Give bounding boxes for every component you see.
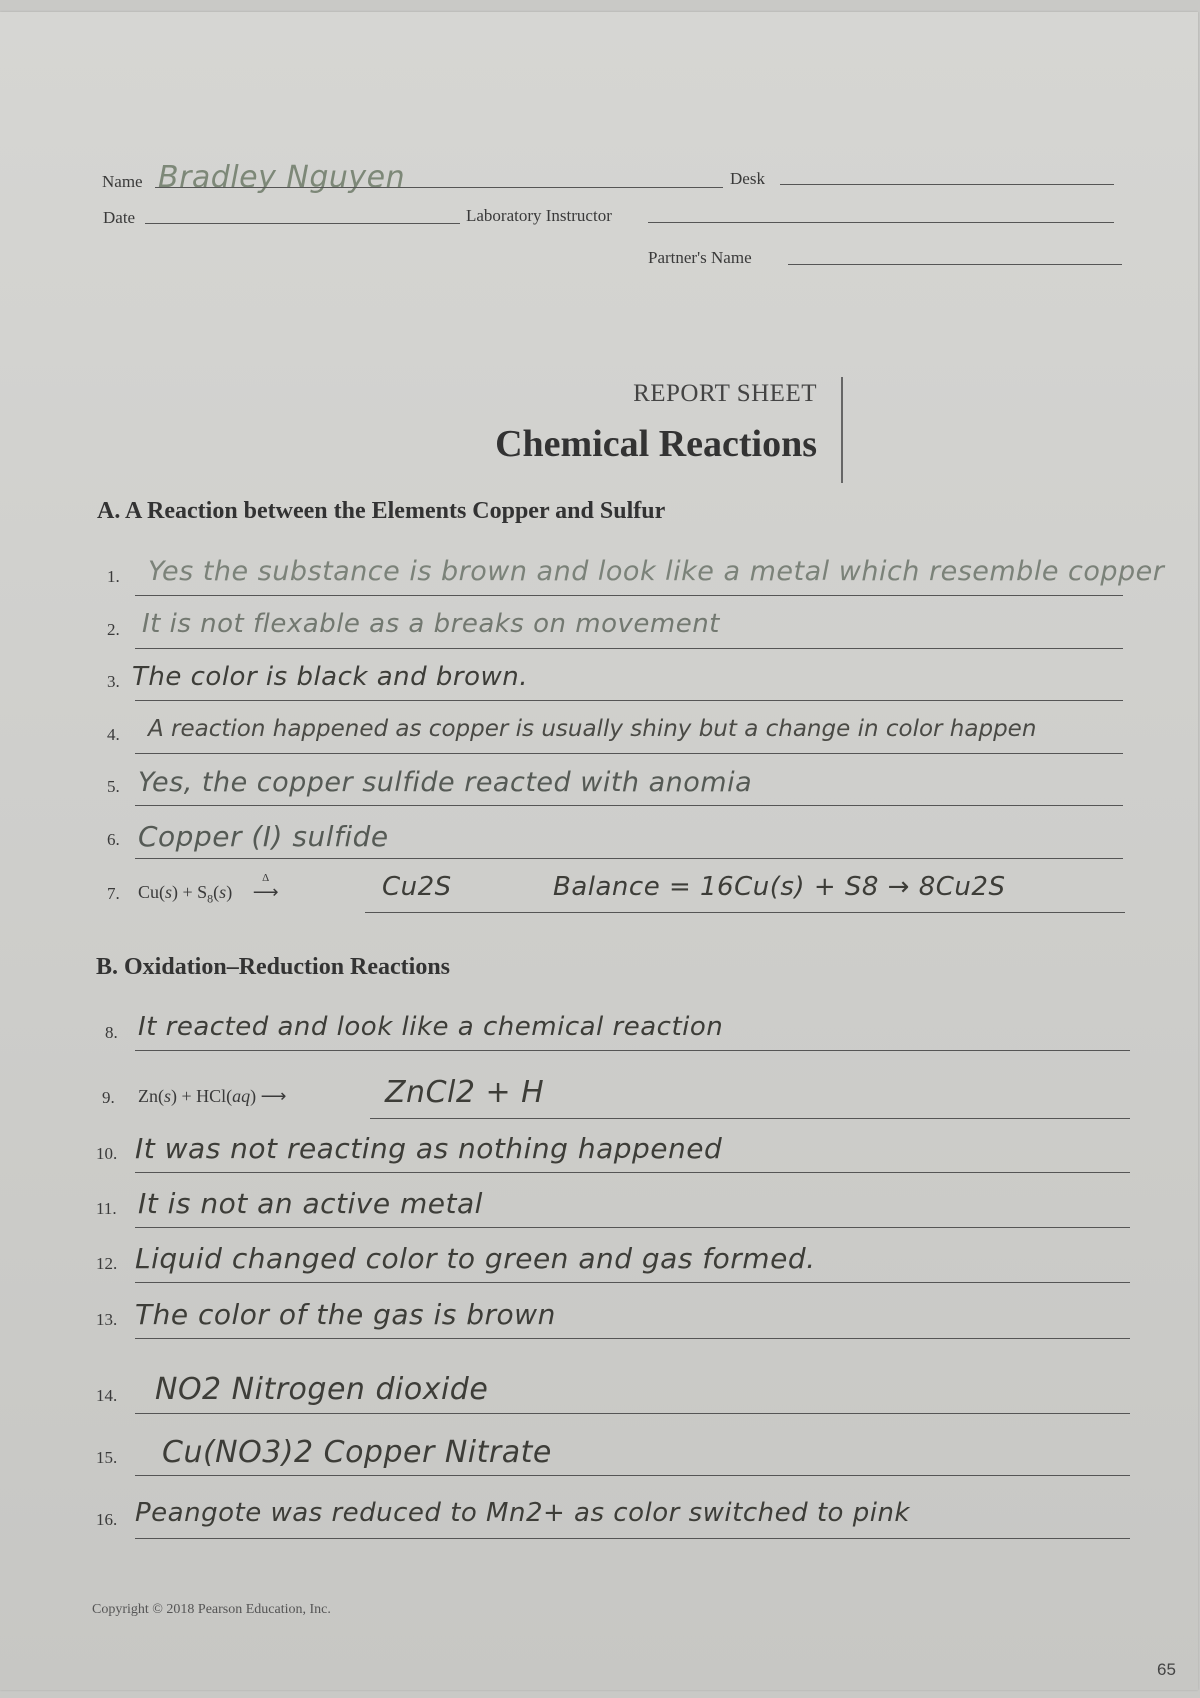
q11-line [135,1227,1130,1228]
q12-answer[interactable]: Liquid changed color to green and gas formed. [135,1242,816,1275]
instructor-label: Laboratory Instructor [466,206,612,225]
q7-product[interactable]: Cu2S [382,872,452,902]
q3-number: 3. [107,672,120,691]
q7-line [365,912,1125,913]
q7-balance[interactable]: Balance = 16Cu(s) + S8 → 8Cu2S [553,872,1006,902]
name-label: Name [102,172,143,191]
q6-line [135,858,1123,859]
section-b-heading: B. Oxidation–Reduction Reactions [96,954,451,980]
q3-answer[interactable]: The color is black and brown. [132,662,529,692]
q6-number: 6. [107,830,120,849]
q10-number: 10. [96,1144,118,1163]
title-divider [841,377,843,483]
q12-line [135,1282,1130,1283]
q11-number: 11. [96,1199,117,1218]
q9-equation: Zn(s) + HCl(aq) ⟶ [138,1086,287,1106]
q5-line [135,805,1123,806]
q2-line [135,648,1123,649]
q5-answer[interactable]: Yes, the copper sulfide reacted with anomia [138,767,753,798]
q1-line [135,595,1123,596]
q2-number: 2. [107,620,120,639]
q16-number: 16. [96,1510,118,1529]
q4-number: 4. [107,725,120,744]
q10-line [135,1172,1130,1173]
name-line [155,187,723,188]
q13-answer[interactable]: The color of the gas is brown [135,1298,556,1331]
partner-line[interactable] [788,264,1122,265]
q14-number: 14. [96,1386,118,1405]
q10-answer[interactable]: It was not reacting as nothing happened [135,1132,723,1165]
instructor-line[interactable] [648,222,1114,223]
name-value[interactable]: Bradley Nguyen [158,160,406,195]
q12-number: 12. [96,1254,118,1273]
q1-number: 1. [107,567,120,586]
q2-answer[interactable]: It is not flexable as a breaks on movement [142,609,720,639]
page-title: Chemical Reactions [495,423,817,465]
q15-line [135,1475,1130,1476]
q16-answer[interactable]: Peangote was reduced to Mn2+ as color switched to pink [135,1498,910,1528]
q4-line [135,753,1123,754]
desk-label: Desk [730,169,765,188]
q14-answer[interactable]: NO2 Nitrogen dioxide [155,1372,489,1407]
desk-line[interactable] [780,184,1114,185]
date-line[interactable] [145,223,460,224]
page-number: 65 [1157,1660,1176,1679]
q4-answer[interactable]: A reaction happened as copper is usually shiny but a change in color happen [148,716,1037,742]
worksheet-page [0,12,1198,1690]
q9-number: 9. [102,1088,115,1107]
q8-answer[interactable]: It reacted and look like a chemical reaction [138,1012,724,1042]
q11-answer[interactable]: It is not an active metal [138,1187,483,1220]
q13-line [135,1338,1130,1339]
q6-answer[interactable]: Copper (I) sulfide [138,820,389,853]
q9-answer[interactable]: ZnCl2 + H [385,1075,545,1110]
q15-answer[interactable]: Cu(NO3)2 Copper Nitrate [162,1435,552,1470]
q7-number: 7. [107,884,120,903]
report-sheet-label: REPORT SHEET [633,380,817,407]
q1-answer[interactable]: Yes the substance is brown and look like a metal which resemble copper [148,556,1165,587]
q8-line [135,1050,1130,1051]
q7-equation: $Cu(s) + S_8(s)$ Δ ⟶ [138,872,279,906]
q8-number: 8. [105,1023,118,1042]
section-a-heading: A. A Reaction between the Elements Copper and Sulfur [97,498,666,524]
q16-line [135,1538,1130,1539]
q13-number: 13. [96,1310,118,1329]
date-label: Date [103,208,136,227]
copyright-notice: Copyright © 2018 Pearson Education, Inc. [92,1602,331,1617]
partner-label: Partner's Name [648,248,752,267]
q9-line [370,1118,1130,1119]
q5-number: 5. [107,777,120,796]
q15-number: 15. [96,1448,118,1467]
q3-line [135,700,1123,701]
q14-line [135,1413,1130,1414]
